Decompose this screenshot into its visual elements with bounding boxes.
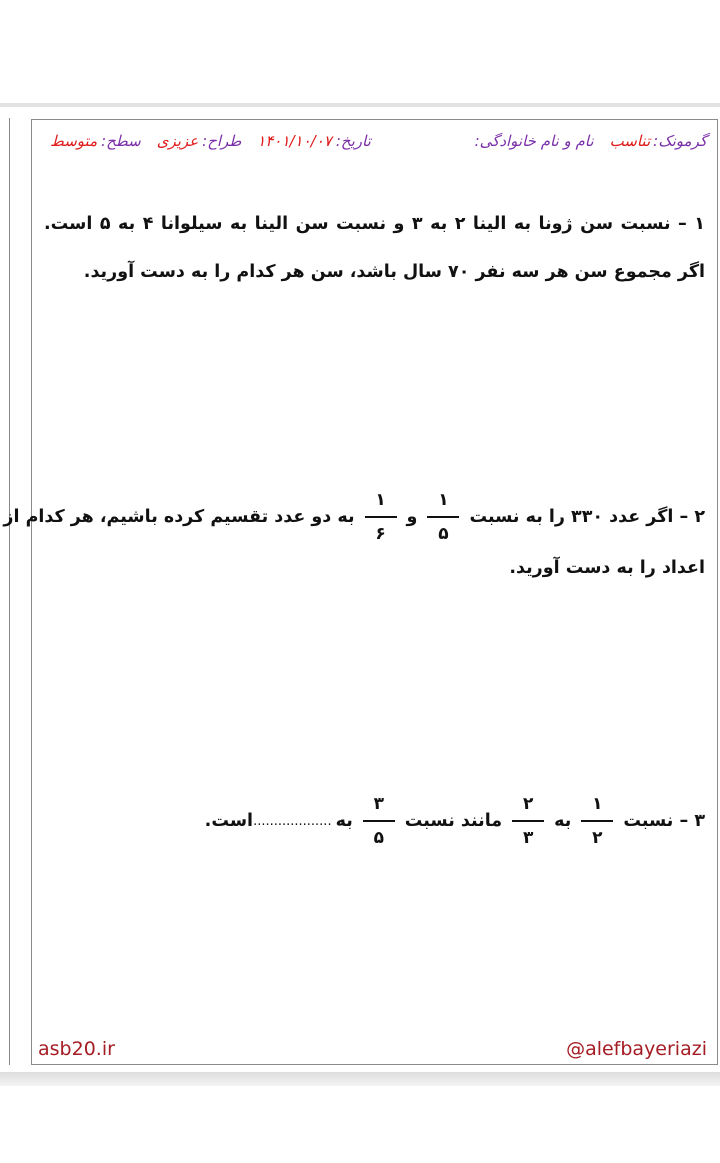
question-3-part1: ۳ – نسبت [623,811,705,831]
name-label: نام و نام خانوادگی: [474,132,594,150]
topic-label: گرمونک: [653,132,707,150]
fraction [581,792,613,850]
numerator: ۱ [438,490,449,510]
level-value: متوسط [50,132,98,150]
fraction [512,792,544,850]
numerator: ۳ [373,794,384,814]
numerator: ۱ [375,490,386,510]
designer-label: طراح: [202,132,242,150]
level-label: سطح: [101,132,141,150]
topic-value: تناسب [609,132,651,150]
previous-page-edge [0,118,10,1065]
footer-website: asb20.ir [38,1038,115,1060]
bottom-divider [0,1072,720,1086]
fraction [363,792,395,850]
fraction [365,488,397,546]
denominator: ۳ [522,828,534,848]
denominator: ۶ [375,524,386,544]
question-3-end: است. [204,811,254,831]
answer-blank: ................... [253,813,332,829]
footer-handle: @alefbayeriazi [566,1038,707,1060]
denominator: ۵ [438,524,449,544]
question-3-to2: به [335,811,353,831]
date-value: ۱۴۰۱/۱۰/۰۷ [257,132,332,150]
designer-value: عزیزی [156,132,199,150]
worksheet-header [50,132,707,150]
question-3-part2: مانند نسبت [404,811,503,831]
date-label: تاریخ: [335,132,371,150]
question-2-part1: ۲ – اگر عدد ۳۳۰ را به نسبت [469,507,705,527]
numerator: ۱ [592,794,603,814]
numerator: ۲ [522,794,534,814]
worksheet-page [3,119,718,1065]
fraction [427,488,459,546]
denominator: ۲ [592,828,603,848]
question-2-part2: به دو عدد تقسیم کرده باشیم، هر کدام از [3,507,355,527]
question-2-and: و [406,507,418,527]
question-3 [44,792,705,850]
question-2 [3,488,705,578]
question-2-line2: اعداد را به دست آورید. [509,558,705,578]
question-3-to: به [554,811,572,831]
denominator: ۵ [373,828,384,848]
question-1: ۱ – نسبت سن ژونا به الینا ۲ به ۳ و نسبت سن الینا به سیلوانا ۴ به ۵ است. اگر مجموع سن هر سه نفر ۷۰ سال باشد، سن هر کدام را به دست آورید. [44,214,705,282]
